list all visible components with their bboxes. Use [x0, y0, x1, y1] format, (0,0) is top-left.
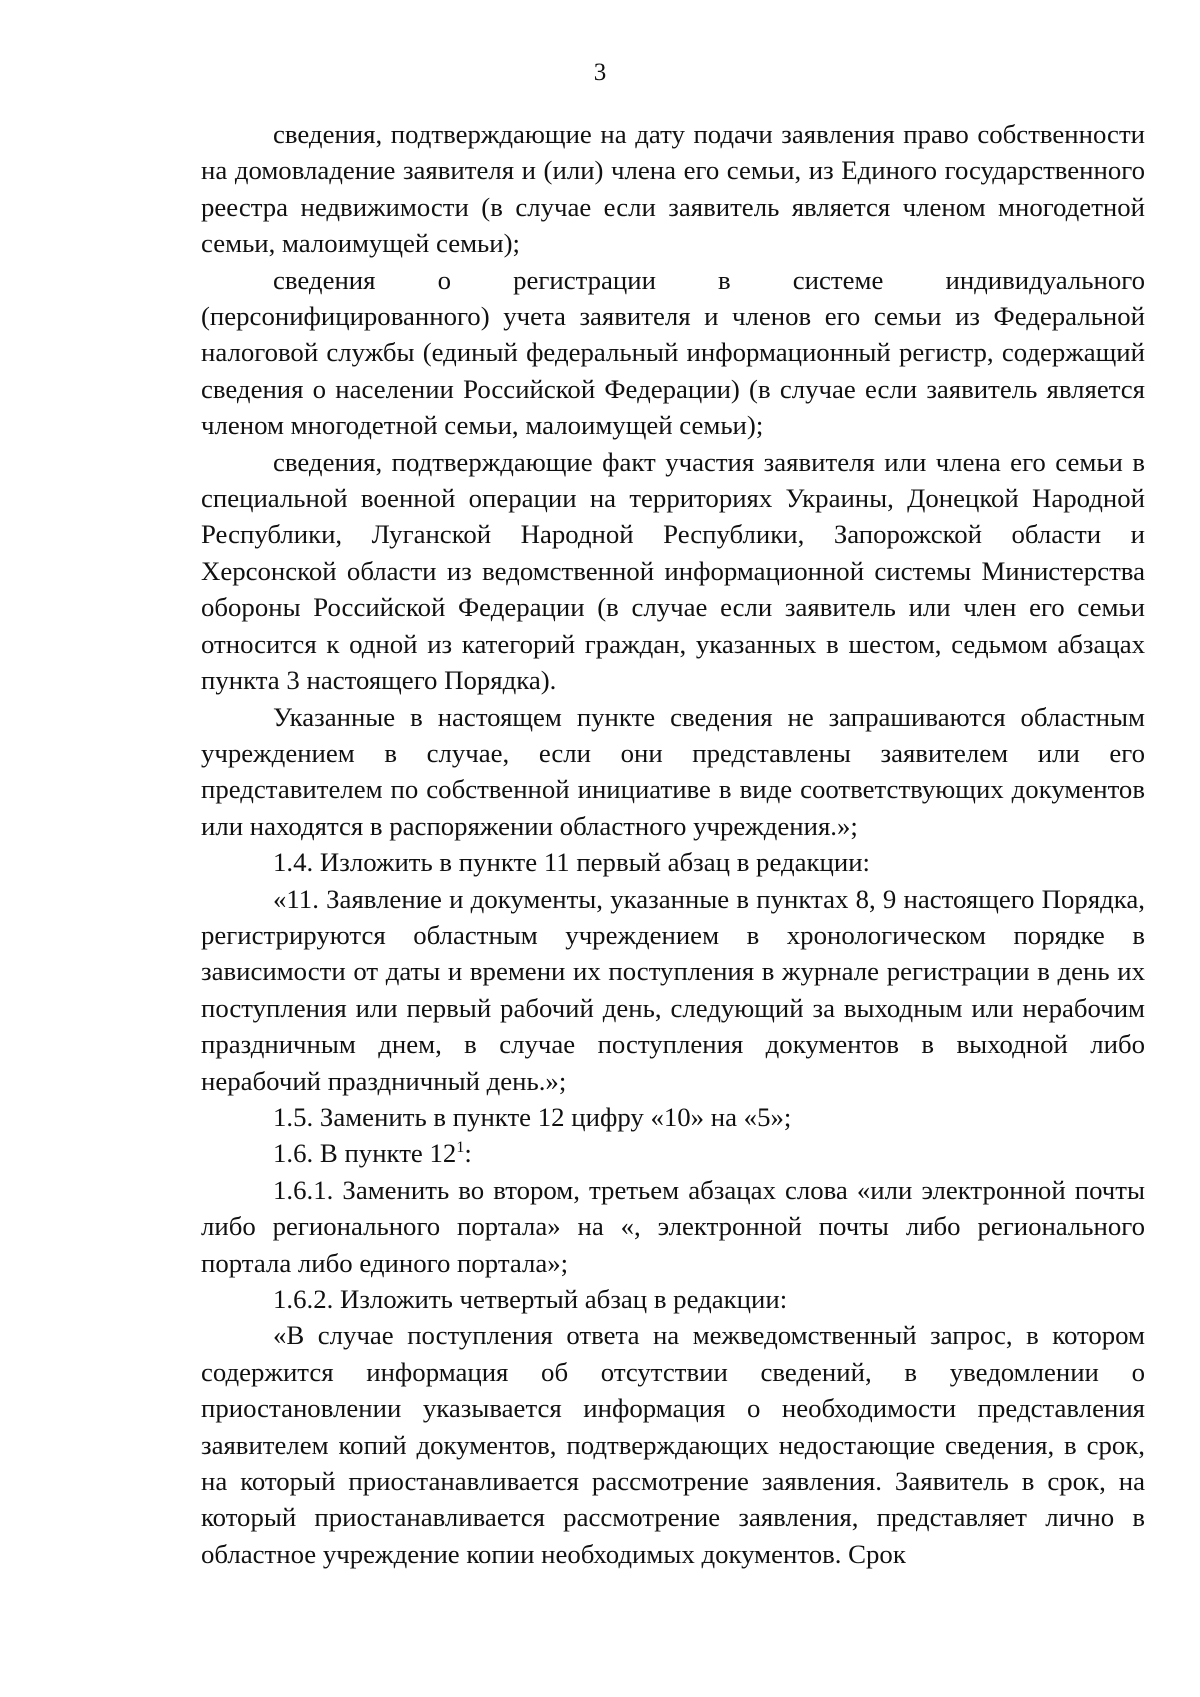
paragraph-registration-info: сведения о регистрации в системе индивидуального (персонифицированного) учета заявителя и членов его семьи из Федеральной налоговой службы (единый федеральный информационный регистр, содержащий сведения о населении Российской Федерации) (в случае если заявитель является членом многодетной семьи, малоимущей семьи);: [201, 264, 1145, 441]
item-1-6-text: 1.6. В пункте 12: [273, 1138, 457, 1169]
item-1-6-colon: :: [464, 1138, 472, 1169]
paragraph-egrn-info: сведения, подтверждающие на дату подачи заявления право собственности на домовладение заявителя и (или) члена его семьи, из Единого государственного реестра недвижимости (в случае если заявитель является членом многодетной семьи, малоимущей семьи);: [201, 119, 1145, 259]
paragraph-item-1-5: 1.5. Заменить в пункте 12 цифру «10» на «5»;: [273, 1101, 792, 1132]
paragraph-item-1-4: 1.4. Изложить в пункте 11 первый абзац в редакции:: [273, 847, 871, 878]
document-body: [201, 116, 1145, 1572]
item-1-6-superscript: 1: [456, 1139, 465, 1157]
paragraph-clause-11: «11. Заявление и документы, указанные в пунктах 8, 9 настоящего Порядка, регистрируются областным учреждением в хронологическом порядке в зависимости от даты и времени их поступления в журнале регистрации в день их поступления или первый рабочий день, следующий за выходным или нерабочим праздничным днем, в случае поступления документов в выходной либо нерабочий праздничный день.»;: [201, 883, 1145, 1096]
paragraph-item-1-6: [201, 1135, 1145, 1171]
paragraph-svo-info: сведения, подтверждающие факт участия заявителя или члена его семьи в специальной военной операции на территориях Украины, Донецкой Народной Республики, Луганской Народной Республики, Запорожской области и Херсонской области из ведомственной информационной системы Министерства обороны Российской Федерации (в случае если заявитель или член его семьи относится к одной из категорий граждан, указанных в шестом, седьмом абзацах пункта 3 настоящего Порядка).: [201, 446, 1145, 696]
paragraph-item-1-6-1: 1.6.1. Заменить во втором, третьем абзацах слова «или электронной почты либо регионального портала» на «, электронной почты либо регионального портала либо единого портала»;: [201, 1174, 1145, 1278]
paragraph-item-1-6-2: 1.6.2. Изложить четвертый абзац в редакции:: [273, 1284, 788, 1314]
paragraph-suspension-notice: «В случае поступления ответа на межведомственный запрос, в котором содержится информация об отсутствии сведений, в уведомлении о приостановлении указывается информация о необходимости представления заявителем копий документов, подтверждающих недостающие сведения, в срок, на который приостанавливается рассмотрение заявления. Заявитель в срок, на который приостанавливается рассмотрение заявления, представляет лично в областное учреждение копии необходимых документов. Срок: [201, 1320, 1145, 1569]
page-number: 3: [593, 59, 607, 86]
paragraph-not-requested: Указанные в настоящем пункте сведения не запрашиваются областным учреждением в случае, если они представлены заявителем или его представителем по собственной инициативе в виде соответствующих документов или находятся в распоряжении областного учреждения.»;: [201, 701, 1145, 841]
